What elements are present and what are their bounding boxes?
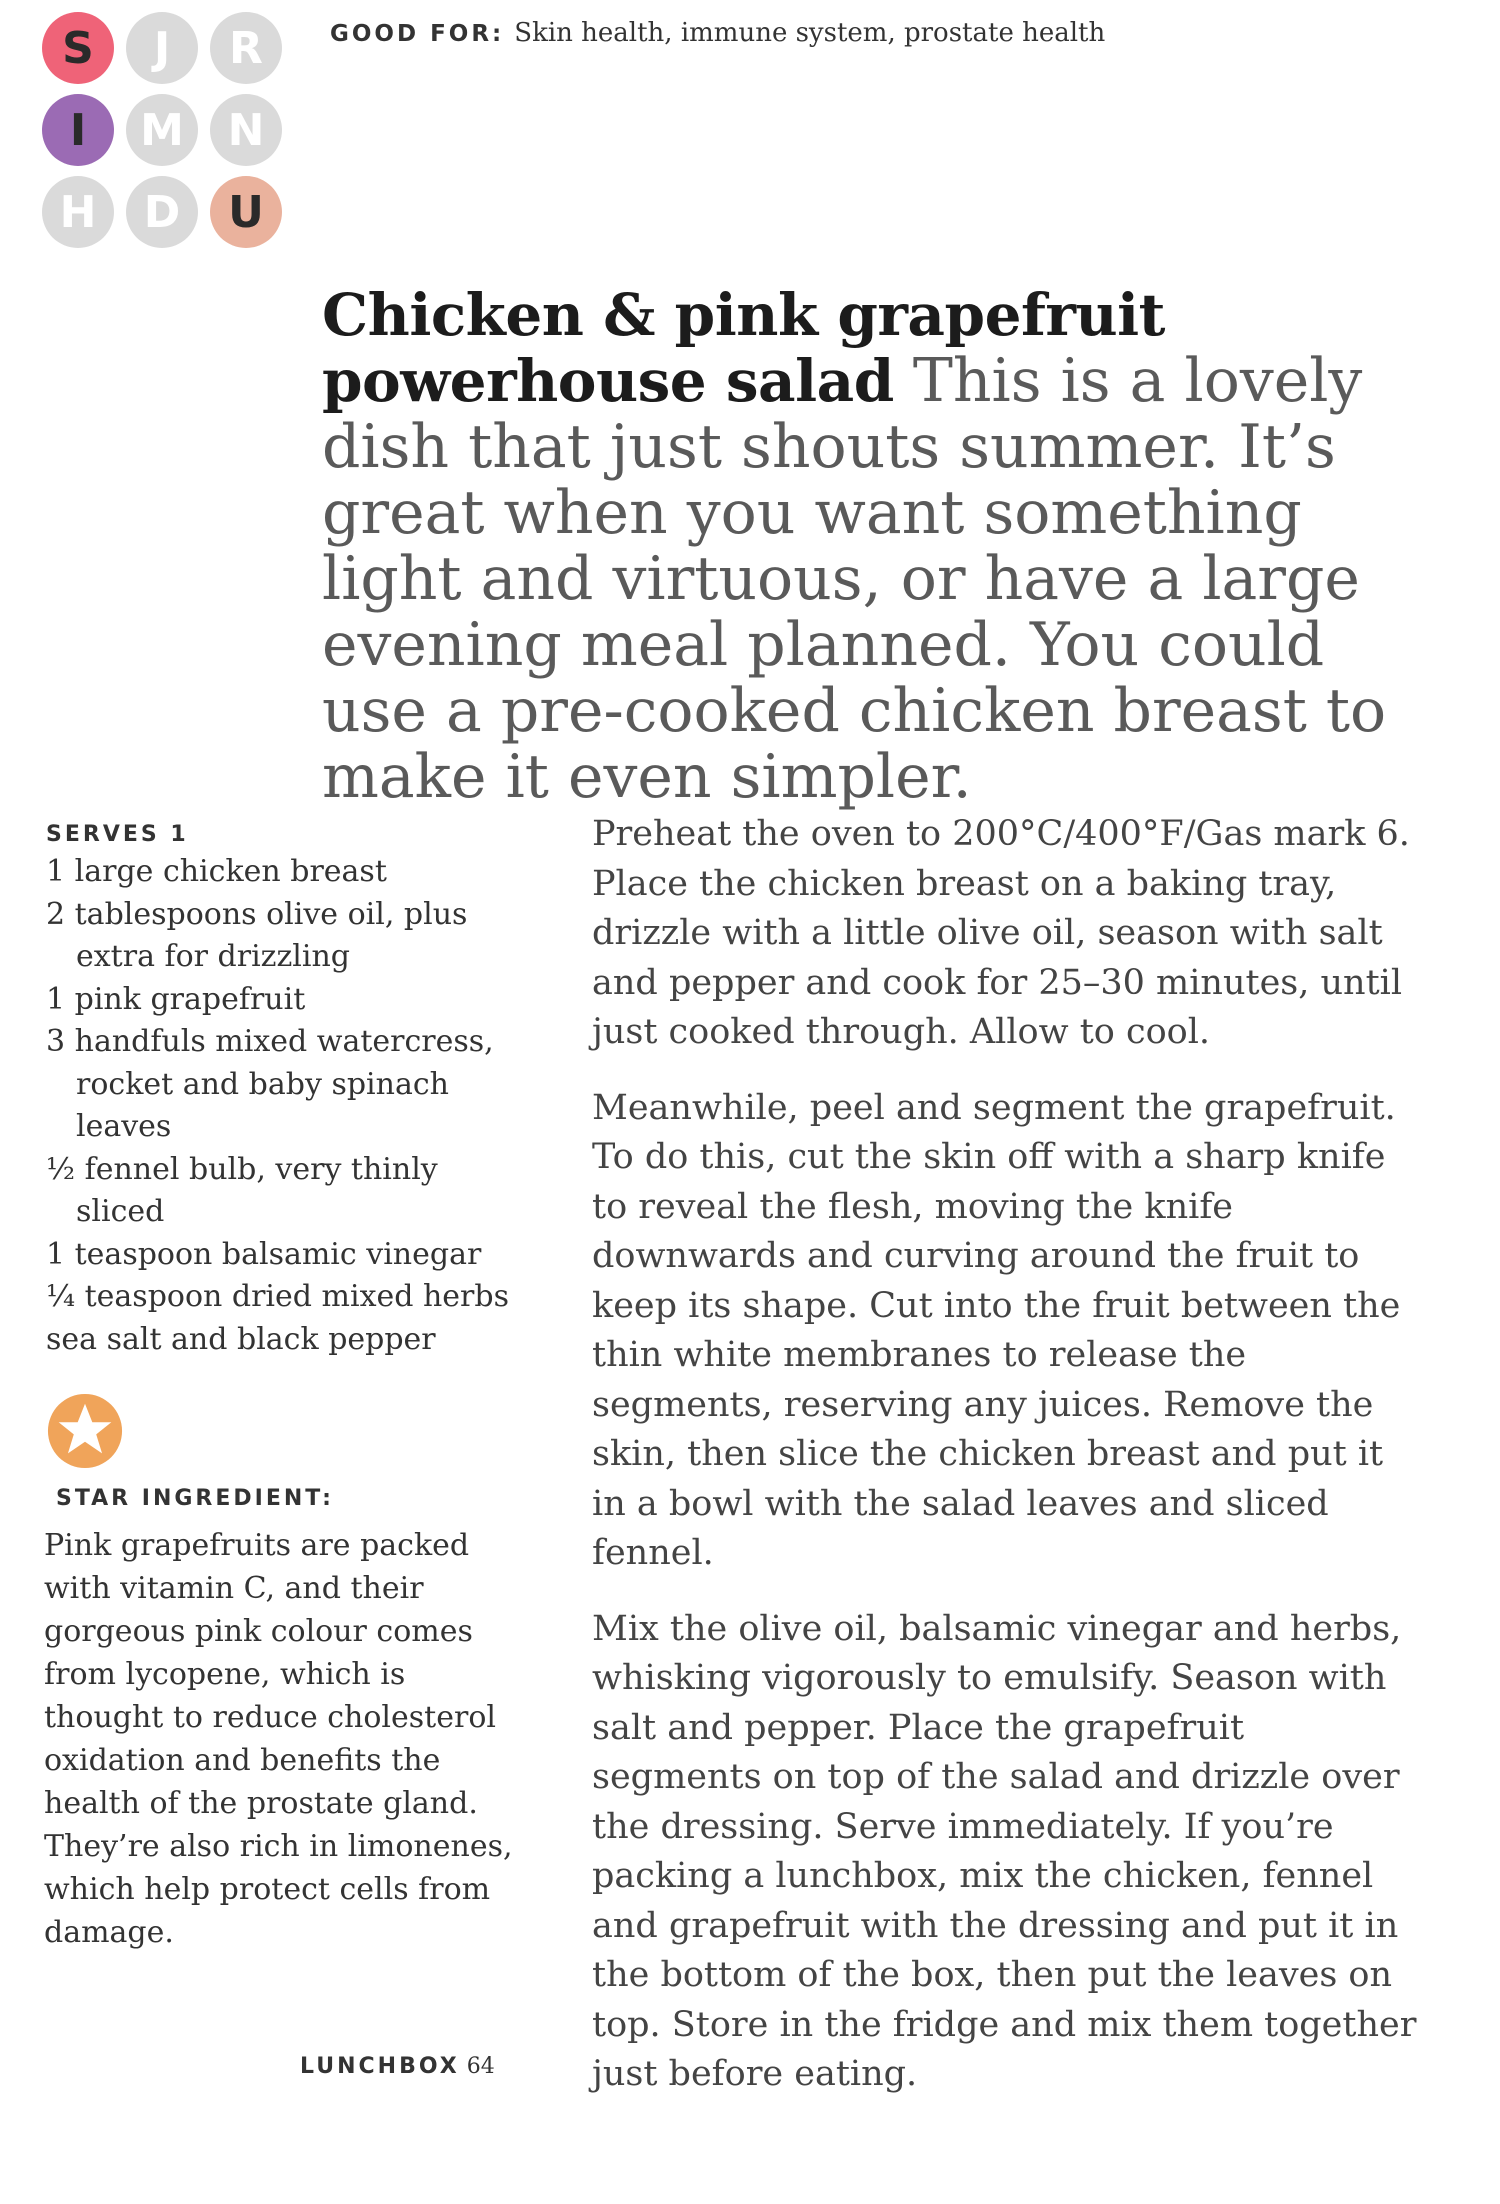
ingredients-column bbox=[46, 822, 516, 1361]
star-icon bbox=[46, 1392, 124, 1470]
badge-d: D bbox=[126, 176, 198, 248]
ingredient-item: ¼ teaspoon dried mixed herbs bbox=[46, 1279, 509, 1314]
page-footer bbox=[300, 2054, 495, 2079]
method-step: Meanwhile, peel and segment the grapefruit. To do this, cut the skin off with a sharp knife to reveal the flesh, moving the knife downwards and curving around the fruit to keep its shape. Cut into the fruit between the thin white membranes to release the segments, reserving any juices. Remove the skin, then slice the chicken breast and put it in a bowl with the salad leaves and sliced fennel. bbox=[592, 1087, 1401, 1573]
ingredient-item: 3 handfuls mixed watercress, rocket and baby spinach leaves bbox=[46, 1024, 494, 1144]
method-step: Mix the olive oil, balsamic vinegar and herbs, whisking vigorously to emulsify. Season with salt and pepper. Place the grapefruit segments on top of the salad and drizzle over the dressing. Serve immediately. If you’re packing a lunchbox, mix the chicken, fennel and grapefruit with the dressing and put it in the bottom of the box, then put the leaves on top. Store in the fridge and mix them together just before eating. bbox=[592, 1608, 1417, 2094]
footer-section-name: LUNCHBOX bbox=[300, 2054, 460, 2079]
badge-skin: S bbox=[42, 12, 114, 84]
method-step: Preheat the oven to 200°C/400°F/Gas mark 6. Place the chicken breast on a baking tray, drizzle with a little olive oil, season with salt and pepper and cook for 25–30 minutes, until just cooked through. Allow to cool. bbox=[592, 814, 1410, 1052]
star-ingredient-text: Pink grapefruits are packed with vitamin C, and their gorgeous pink colour comes from lycopene, which is thought to reduce cholesterol oxidation and benefits the health of the prostate gland. They’re also rich in limonenes, which help protect cells from damage. bbox=[44, 1528, 513, 1950]
recipe-intro bbox=[322, 282, 1442, 810]
good-for-line bbox=[330, 18, 1105, 48]
ingredient-item: 1 pink grapefruit bbox=[46, 981, 306, 1017]
badge-r: R bbox=[210, 12, 282, 84]
good-for-label: GOOD FOR: bbox=[330, 21, 505, 47]
badge-h: H bbox=[42, 176, 114, 248]
ingredient-item: sea salt and black pepper bbox=[46, 1321, 436, 1357]
health-badge-grid bbox=[42, 12, 292, 252]
badge-j: J bbox=[126, 12, 198, 84]
star-ingredient-label: STAR INGREDIENT: bbox=[56, 1486, 334, 1511]
badge-prostate: U bbox=[210, 176, 282, 248]
recipe-intro-text: This is a lovely dish that just shouts summer. It’s great when you want something light and virtuous, or have a large evening meal planned. You could use a pre-cooked chicken breast to make it even simpler. bbox=[322, 346, 1387, 812]
badge-m: M bbox=[126, 94, 198, 166]
recipe-title: Chicken & pink grapefruit powerhouse salad bbox=[322, 281, 1165, 415]
badge-immune: I bbox=[42, 94, 114, 166]
method-column bbox=[592, 810, 1422, 2126]
badge-n: N bbox=[210, 94, 282, 166]
ingredient-item: 1 teaspoon balsamic vinegar bbox=[46, 1236, 482, 1272]
serves-label: SERVES 1 bbox=[46, 822, 189, 847]
good-for-text: Skin health, immune system, prostate health bbox=[514, 18, 1106, 48]
page-number: 64 bbox=[466, 2054, 495, 2079]
ingredient-item: 1 large chicken breast bbox=[46, 854, 387, 889]
ingredient-item: 2 tablespoons olive oil, plus extra for drizzling bbox=[46, 896, 468, 974]
ingredient-item: ½ fennel bulb, very thinly sliced bbox=[46, 1151, 438, 1229]
ingredient-list bbox=[46, 851, 516, 1361]
